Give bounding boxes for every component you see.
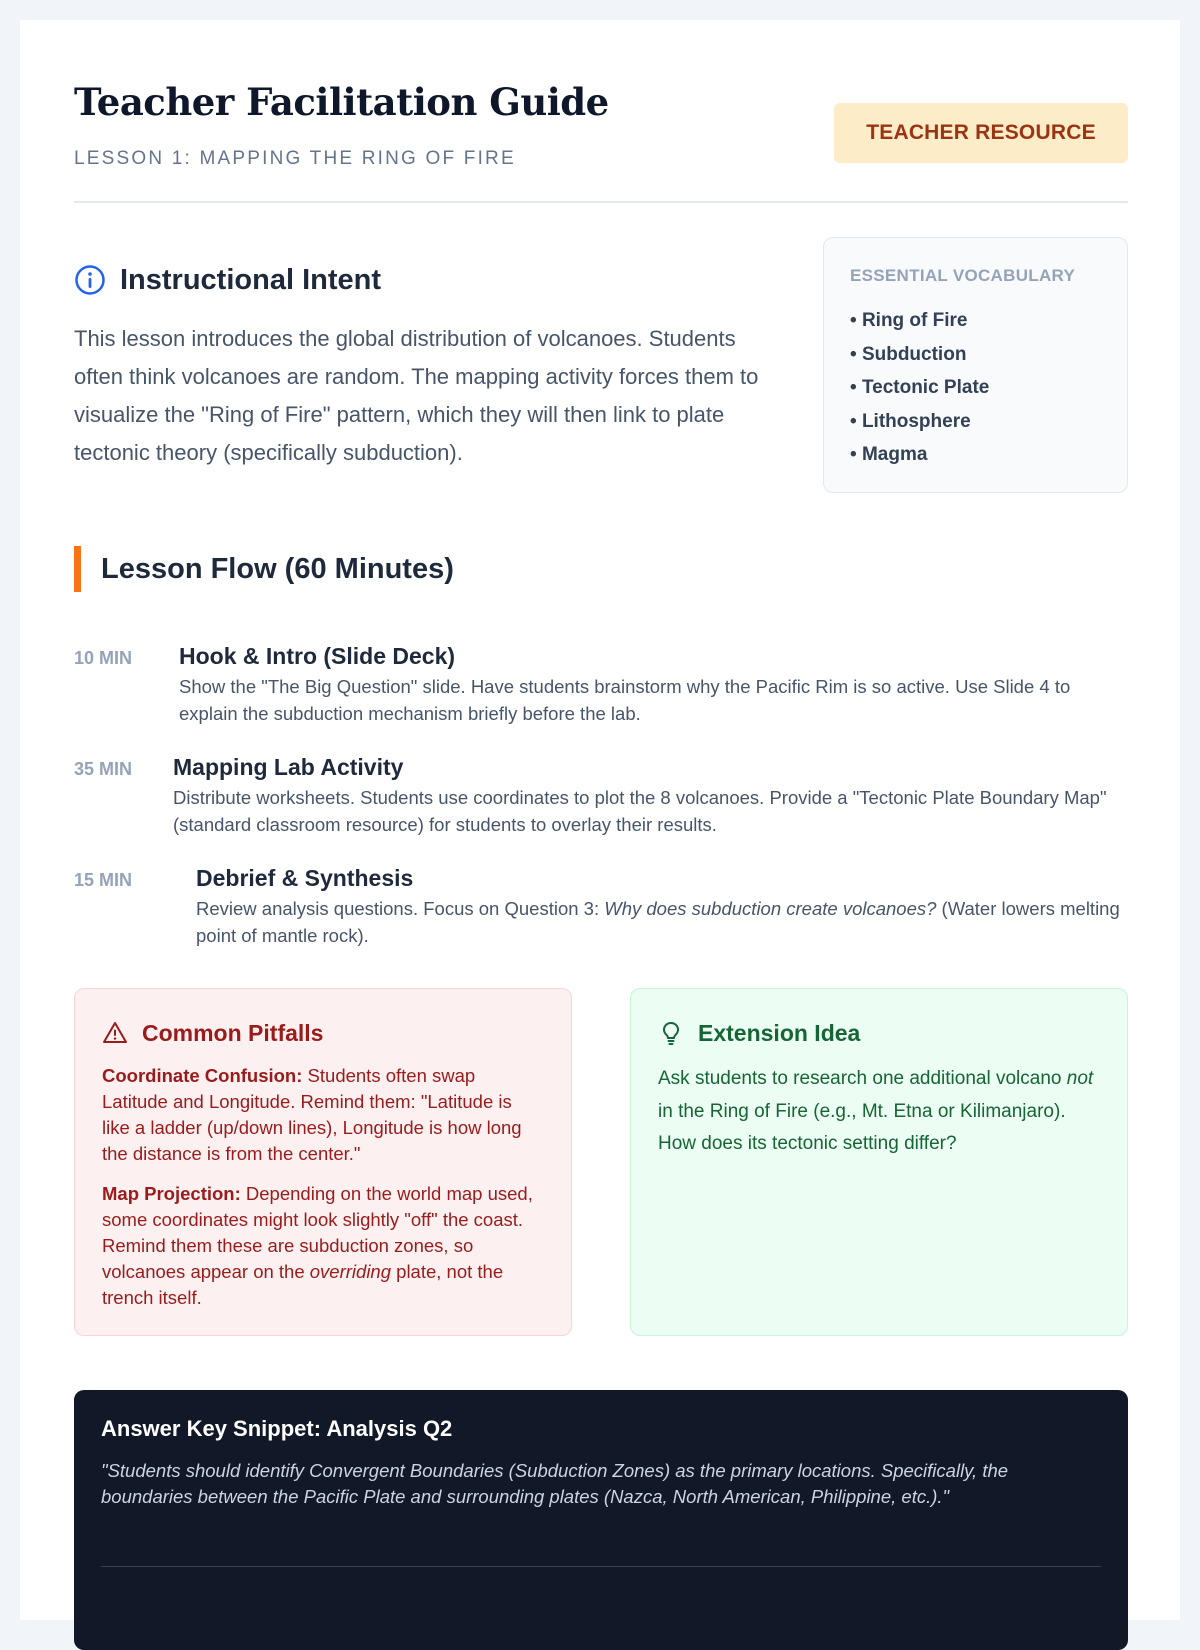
step-time: 10 MIN [74,648,133,668]
intent-title: Instructional Intent [120,263,381,296]
step-description: Distribute worksheets. Students use coordinates to plot the 8 volcanoes. Provide a "Tectonic Plate Boundary Map" (standard classroom resource) for students to overlay their results. [173,787,1107,835]
common-pitfalls-card [74,988,572,1336]
extension-title: Extension Idea [698,1019,861,1046]
pitfall-text: plate, not the trench itself. [102,1261,504,1308]
vocabulary-item: • Magma [850,438,1101,472]
pitfall-label: Map Projection: [102,1183,241,1204]
teacher-resource-badge: TEACHER RESOURCE [834,103,1128,163]
extension-emphasis: not [1066,1068,1094,1089]
extension-text [658,1063,1100,1161]
header-divider [74,201,1128,203]
page-title: Teacher Facilitation Guide [74,80,609,124]
extension-text-part: in the Ring of Fire (e.g., Mt. Etna or Kilimanjaro). How does its tectonic setting differ? [658,1100,1066,1154]
vocabulary-box [823,237,1128,493]
flow-accent-bar [74,546,81,592]
step-time: 15 MIN [74,870,133,890]
step-title: Hook & Intro (Slide Deck) [179,643,456,669]
info-icon [74,264,106,296]
pitfall-text: Depending on the world map used, some coordinates might look slightly "off" the coast. Remind them these are subduction zones, so volcanoes appear on the [102,1183,533,1282]
lightbulb-icon [658,1020,684,1046]
guide-page [20,20,1180,1620]
step-title: Mapping Lab Activity [173,754,404,780]
lesson-flow-title: Lesson Flow (60 Minutes) [101,552,454,585]
pitfalls-heading [102,1017,544,1049]
instructional-intent-section [74,260,764,472]
pitfall-item [102,1181,544,1311]
pitfall-emphasis: overriding [309,1261,392,1282]
page-header [74,78,1128,202]
pitfall-item [102,1063,544,1167]
pitfall-text: Students often swap Latitude and Longitude. Remind them: "Latitude is like a ladder (up/down lines), Longitude is how long the distance is from the center." [102,1065,522,1164]
lesson-flow-heading [74,546,454,592]
vocabulary-title: ESSENTIAL VOCABULARY [850,266,1076,285]
answer-key-title: Answer Key Snippet: Analysis Q2 [101,1416,453,1441]
step-description [196,895,1128,949]
vocabulary-list [850,304,1101,472]
step-time: 35 MIN [74,759,133,779]
step-body [179,642,1128,727]
step-description-text: Review analysis questions. Focus on Question 3: [196,898,605,919]
pitfall-label: Coordinate Confusion: [102,1065,303,1086]
pitfalls-title: Common Pitfalls [142,1019,324,1046]
intent-heading [74,260,764,300]
warning-icon [102,1020,128,1046]
extension-heading [658,1017,1100,1049]
extension-idea-card [630,988,1128,1336]
answer-key-quote: "Students should identify Convergent Boundaries (Subduction Zones) as the primary locations. Specifically, the boundaries between the Pacific Plate and surrounding plates (Nazca, North American, Philippine, etc.)." [101,1460,1009,1507]
step-description-text: (Water lowers melting point of mantle rock). [196,898,1120,946]
vocabulary-item: • Ring of Fire [850,304,1101,338]
vocabulary-item: • Subduction [850,338,1101,372]
step-description: Show the "The Big Question" slide. Have students brainstorm why the Pacific Rim is so active. Use Slide 4 to explain the subduction mechanism briefly before the lab. [179,676,1071,724]
vocabulary-item: • Lithosphere [850,405,1101,439]
step-body [173,753,1128,838]
step-title: Debrief & Synthesis [196,865,414,891]
answer-key-box [74,1390,1128,1650]
page-subtitle: LESSON 1: MAPPING THE RING OF FIRE [74,148,516,169]
vocabulary-item: • Tectonic Plate [850,371,1101,405]
extension-text-part: Ask students to research one additional volcano [658,1068,1067,1089]
intent-text: This lesson introduces the global distribution of volcanoes. Students often think volcanoes are random. The mapping activity forces them to visualize the "Ring of Fire" pattern, which they will then link to plate tectonic theory (specifically subduction). [74,326,759,465]
answer-key-divider [101,1566,1101,1567]
step-description-emphasis: Why does subduction create volcanoes? [604,898,937,919]
step-body [196,864,1128,949]
